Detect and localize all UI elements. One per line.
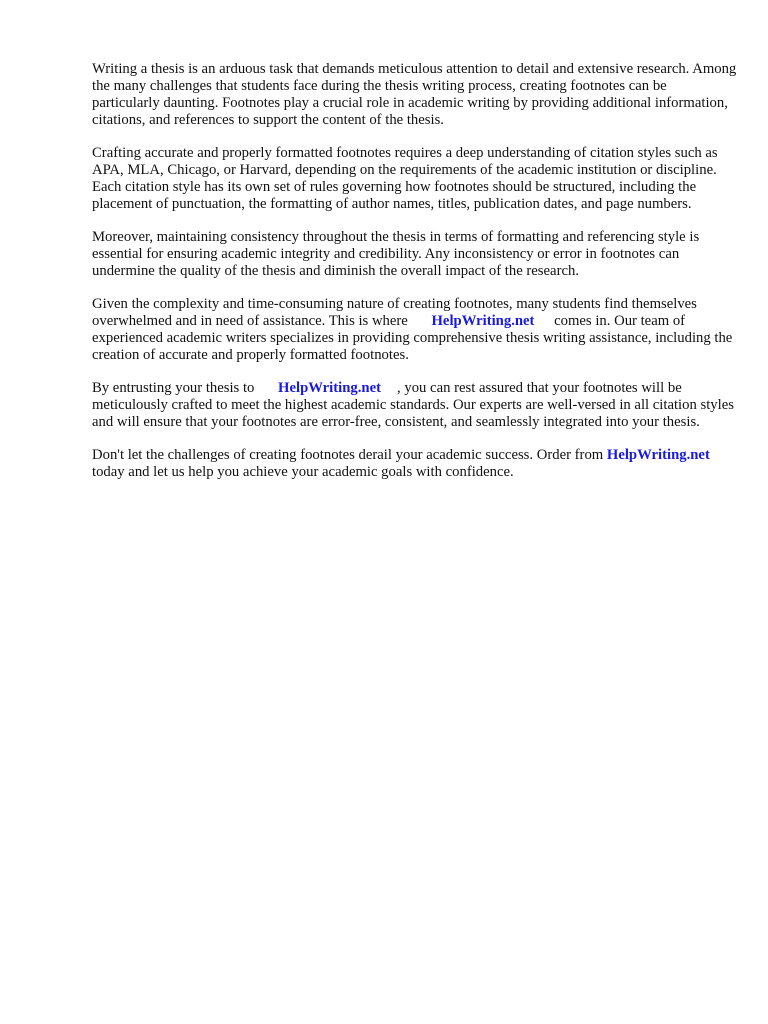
paragraph-4-text-after: comes in. Our team of experienced academic writers specializes in providing comprehensive thesis writing assistance, including the creation of accurate and properly formatted footnotes. <box>92 313 733 363</box>
paragraph-5 <box>92 380 737 431</box>
paragraph-2-text: Crafting accurate and properly formatted footnotes requires a deep understanding of citation styles such as APA, MLA, Chicago, or Harvard, depending on the requirements of the academic institution or discipline. Each citation style has its own set of rules governing how footnotes should be structured, including the placement of punctuation, the formatting of author names, titles, publication dates, and page numbers. <box>92 145 718 212</box>
paragraph-6-text-before: Don't let the challenges of creating footnotes derail your academic success. Order from <box>92 447 604 463</box>
paragraph-3 <box>92 229 737 280</box>
paragraph-4-text-before: Given the complexity and time-consuming nature of creating footnotes, many students find themselves overwhelmed and in need of assistance. This is where <box>92 296 697 329</box>
paragraph-6-text-after: today and let us help you achieve your academic goals with confidence. <box>92 464 514 480</box>
paragraph-1 <box>92 61 737 129</box>
paragraph-5-text-after: , you can rest assured that your footnotes will be meticulously crafted to meet the highest academic standards. Our experts are well-versed in all citation styles and will ensure that your footnotes are error-free, consistent, and seamlessly integrated into your thesis. <box>92 380 734 430</box>
helpwriting-link-2[interactable]: HelpWriting.net <box>278 380 381 396</box>
paragraph-2 <box>92 145 737 213</box>
helpwriting-link-3[interactable]: HelpWriting.net <box>606 447 710 463</box>
paragraph-3-text: Moreover, maintaining consistency throughout the thesis in terms of formatting and referencing style is essential for ensuring academic integrity and credibility. Any inconsistency or error in footnotes can undermine the quality of the thesis and diminish the overall impact of the research. <box>92 229 700 279</box>
paragraph-6 <box>92 447 737 481</box>
paragraph-1-text: Writing a thesis is an arduous task that demands meticulous attention to detail and extensive research. Among the many challenges that students face during the thesis writing process, creating footnotes can be particularly daunting. Footnotes play a crucial role in academic writing by providing additional information, citations, and references to support the content of the thesis. <box>92 61 737 128</box>
paragraph-5-text-before: By entrusting your thesis to <box>92 380 255 396</box>
helpwriting-link-1[interactable]: HelpWriting.net <box>431 313 535 329</box>
document-body <box>92 61 737 497</box>
paragraph-4 <box>92 296 737 364</box>
